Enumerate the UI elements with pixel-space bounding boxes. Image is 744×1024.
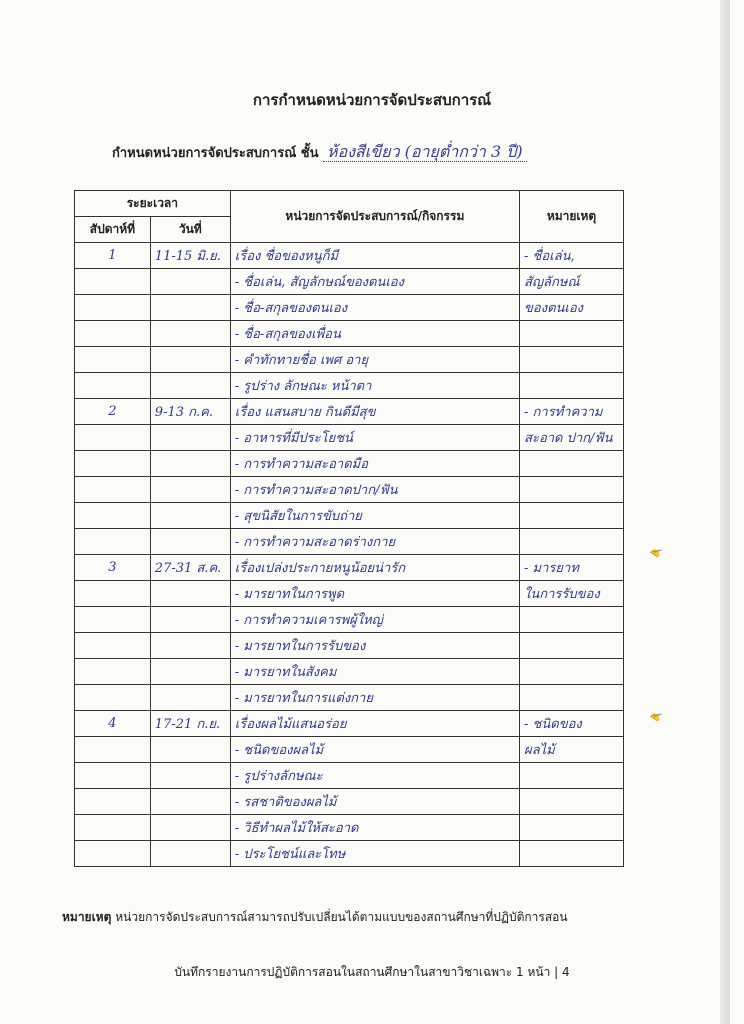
- date-cell: [150, 451, 230, 477]
- activity-cell: - มารยาทในการรับของ: [230, 633, 519, 659]
- table-row: [75, 685, 624, 711]
- table-row: [75, 425, 624, 451]
- date-cell: [150, 347, 230, 373]
- week-cell: 3: [75, 555, 151, 581]
- table-row: [75, 763, 624, 789]
- table-row: [75, 243, 624, 269]
- page-edge-shadow: [720, 0, 730, 1024]
- activity-cell: - มารยาทในการพูด: [230, 581, 519, 607]
- date-cell: [150, 633, 230, 659]
- note-header: หมายเหตุ: [520, 191, 624, 243]
- week-cell: [75, 685, 151, 711]
- page-number: 4: [562, 965, 570, 979]
- week-cell: [75, 763, 151, 789]
- note-cell: [520, 633, 624, 659]
- note-cell: สัญลักษณ์: [520, 269, 624, 295]
- date-cell: [150, 321, 230, 347]
- table-row: [75, 659, 624, 685]
- table-row: [75, 789, 624, 815]
- note-cell: [520, 451, 624, 477]
- activity-cell: - รูปร่าง ลักษณะ หน้าตา: [230, 373, 519, 399]
- week-cell: 4: [75, 711, 151, 737]
- activity-cell: - การทำความสะอาดมือ: [230, 451, 519, 477]
- footnote-text: หน่วยการจัดประสบการณ์สามารถปรับเปลี่ยนได้ตามแบบของสถานศึกษาที่ปฏิบัติการสอน: [115, 910, 568, 924]
- activity-cell: - วิธีทำผลไม้ให้สะอาด: [230, 815, 519, 841]
- date-cell: [150, 789, 230, 815]
- page-footer: [0, 963, 744, 982]
- note-cell: - ชนิดของ: [520, 711, 624, 737]
- date-cell: 9-13 ก.ค.: [150, 399, 230, 425]
- activity-cell: เรื่องเปล่งประกายหนูน้อยน่ารัก: [230, 555, 519, 581]
- date-cell: [150, 529, 230, 555]
- date-cell: [150, 295, 230, 321]
- footnote: [62, 908, 568, 927]
- week-cell: [75, 295, 151, 321]
- week-cell: [75, 737, 151, 763]
- note-cell: - มารยาท: [520, 555, 624, 581]
- date-cell: [150, 607, 230, 633]
- week-cell: [75, 633, 151, 659]
- date-cell: [150, 737, 230, 763]
- date-cell: [150, 815, 230, 841]
- note-cell: [520, 373, 624, 399]
- week-cell: [75, 607, 151, 633]
- activity-cell: - สุขนิสัยในการขับถ่าย: [230, 503, 519, 529]
- period-header: ระยะเวลา: [75, 191, 231, 217]
- activity-cell: - อาหารที่มีประโยชน์: [230, 425, 519, 451]
- activity-cell: - ชื่อเล่น, สัญลักษณ์ของตนเอง: [230, 269, 519, 295]
- note-cell: [520, 503, 624, 529]
- note-cell: [520, 685, 624, 711]
- week-cell: 2: [75, 399, 151, 425]
- week-header: สัปดาห์ที่: [75, 217, 151, 243]
- week-cell: [75, 451, 151, 477]
- week-cell: [75, 347, 151, 373]
- activity-cell: - ชื่อ-สกุลของเพื่อน: [230, 321, 519, 347]
- activity-cell: - ชนิดของผลไม้: [230, 737, 519, 763]
- week-cell: [75, 789, 151, 815]
- date-cell: [150, 269, 230, 295]
- note-cell: [520, 529, 624, 555]
- footer-text: บันทึกรายงานการปฏิบัติการสอนในสถานศึกษาในสาขาวิชาเฉพาะ 1 หน้า |: [174, 965, 559, 979]
- table-row: [75, 503, 624, 529]
- table-row: [75, 269, 624, 295]
- date-cell: 27-31 ส.ค.: [150, 555, 230, 581]
- table-row: [75, 347, 624, 373]
- schedule-table: [74, 190, 624, 867]
- note-cell: ของตนเอง: [520, 295, 624, 321]
- margin-signature-1: ✍: [648, 545, 663, 561]
- table-row: [75, 841, 624, 867]
- week-cell: [75, 477, 151, 503]
- table-row: [75, 399, 624, 425]
- week-cell: [75, 581, 151, 607]
- date-cell: [150, 659, 230, 685]
- note-cell: สะอาด ปาก/ฟัน: [520, 425, 624, 451]
- class-handwritten: ห้องสีเขียว (อายุต่ำกว่า 3 ปี): [323, 142, 527, 162]
- date-cell: [150, 763, 230, 789]
- date-cell: [150, 503, 230, 529]
- activity-cell: เรื่องผลไม้แสนอร่อย: [230, 711, 519, 737]
- week-cell: [75, 373, 151, 399]
- week-cell: [75, 503, 151, 529]
- activity-cell: - คำทักทายชื่อ เพศ อายุ: [230, 347, 519, 373]
- date-cell: [150, 477, 230, 503]
- table-body: [75, 243, 624, 867]
- date-cell: 11-15 มิ.ย.: [150, 243, 230, 269]
- class-subtitle: [112, 140, 527, 165]
- table-row: [75, 737, 624, 763]
- activity-cell: เรื่อง ชื่อของหนูก็มี: [230, 243, 519, 269]
- table-row: [75, 711, 624, 737]
- note-cell: [520, 659, 624, 685]
- date-cell: [150, 685, 230, 711]
- activity-cell: - รสชาติของผลไม้: [230, 789, 519, 815]
- note-cell: [520, 763, 624, 789]
- week-cell: [75, 425, 151, 451]
- table-row: [75, 321, 624, 347]
- note-cell: [520, 789, 624, 815]
- activity-cell: - ชื่อ-สกุลของตนเอง: [230, 295, 519, 321]
- table-row: [75, 373, 624, 399]
- week-cell: [75, 841, 151, 867]
- date-cell: 17-21 ก.ย.: [150, 711, 230, 737]
- note-cell: ผลไม้: [520, 737, 624, 763]
- note-cell: [520, 477, 624, 503]
- note-cell: [520, 347, 624, 373]
- week-cell: 1: [75, 243, 151, 269]
- activity-cell: - รูปร่างลักษณะ: [230, 763, 519, 789]
- activity-header: หน่วยการจัดประสบการณ์/กิจกรรม: [230, 191, 519, 243]
- note-cell: [520, 607, 624, 633]
- table-row: [75, 477, 624, 503]
- activity-cell: - ประโยชน์และโทษ: [230, 841, 519, 867]
- note-cell: [520, 321, 624, 347]
- table-row: [75, 607, 624, 633]
- activity-cell: เรื่อง แสนสบาย กินดีมีสุข: [230, 399, 519, 425]
- week-cell: [75, 529, 151, 555]
- week-cell: [75, 321, 151, 347]
- note-cell: [520, 841, 624, 867]
- subtitle-label: กำหนดหน่วยการจัดประสบการณ์ ชั้น: [112, 146, 319, 161]
- note-cell: [520, 815, 624, 841]
- week-cell: [75, 269, 151, 295]
- activity-cell: - การทำความสะอาดปาก/ฟัน: [230, 477, 519, 503]
- table-row: [75, 529, 624, 555]
- date-cell: [150, 841, 230, 867]
- table-row: [75, 451, 624, 477]
- note-cell: ในการรับของ: [520, 581, 624, 607]
- week-cell: [75, 659, 151, 685]
- activity-cell: - มารยาทในการแต่งกาย: [230, 685, 519, 711]
- table-row: [75, 633, 624, 659]
- activity-cell: - การทำความสะอาดร่างกาย: [230, 529, 519, 555]
- date-cell: [150, 581, 230, 607]
- note-cell: - การทำความ: [520, 399, 624, 425]
- margin-signature-2: ✍: [648, 709, 663, 725]
- activity-cell: - มารยาทในสังคม: [230, 659, 519, 685]
- table-row: [75, 581, 624, 607]
- footnote-label: หมายเหตุ: [62, 910, 112, 924]
- date-header: วันที่: [150, 217, 230, 243]
- table-row: [75, 815, 624, 841]
- week-cell: [75, 815, 151, 841]
- table-row: [75, 295, 624, 321]
- table-row: [75, 555, 624, 581]
- date-cell: [150, 373, 230, 399]
- date-cell: [150, 425, 230, 451]
- activity-cell: - การทำความเคารพผู้ใหญ่: [230, 607, 519, 633]
- page-title: การกำหนดหน่วยการจัดประสบการณ์: [252, 91, 492, 109]
- note-cell: - ชื่อเล่น,: [520, 243, 624, 269]
